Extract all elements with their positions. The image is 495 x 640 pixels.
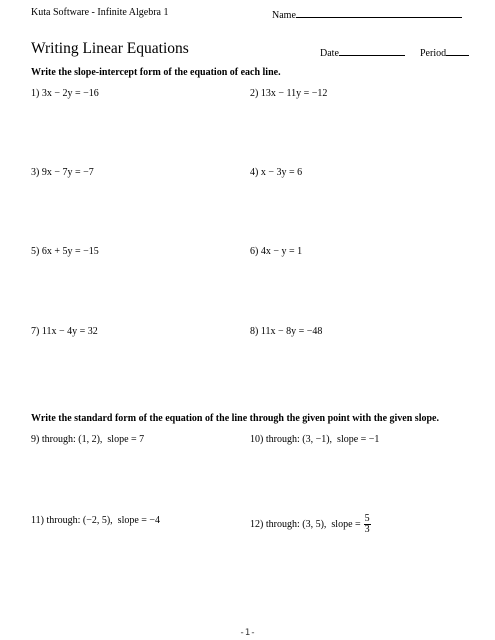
problem-number: 2) <box>250 88 259 99</box>
problem-number: 5) <box>31 246 40 257</box>
problem-number: 10) <box>250 434 264 445</box>
problem-8 <box>250 326 322 337</box>
through-label: through: <box>41 434 76 445</box>
problem-number: 12) <box>250 519 264 530</box>
problem-number: 1) <box>31 88 40 99</box>
fraction-denominator: 3 <box>364 524 370 535</box>
period-label: Period <box>420 48 447 59</box>
point: (−2, 5), <box>82 515 113 526</box>
problem-9 <box>31 434 144 445</box>
through-label: through: <box>265 519 300 530</box>
problem-equation: 11x − 8y = −48 <box>260 326 323 337</box>
problem-number: 7) <box>31 326 40 337</box>
problem-12 <box>250 514 371 535</box>
problem-number: 3) <box>31 167 40 178</box>
problem-equation: 13x − 11y = −12 <box>260 88 328 99</box>
fraction-numerator: 5 <box>364 513 370 524</box>
problem-number: 9) <box>31 434 40 445</box>
date-field[interactable] <box>320 45 405 59</box>
problem-7 <box>31 326 98 337</box>
period-field[interactable] <box>420 45 469 59</box>
problem-number: 11) <box>31 515 44 526</box>
slope-label: slope = <box>107 434 137 445</box>
through-label: through: <box>46 515 81 526</box>
date-blank[interactable] <box>339 45 405 56</box>
problem-equation: x − 3y = 6 <box>260 167 303 178</box>
problem-equation: 11x − 4y = 32 <box>41 326 98 337</box>
problem-equation: 6x + 5y = −15 <box>41 246 99 257</box>
problem-5 <box>31 246 99 257</box>
slope-label: slope = <box>117 515 147 526</box>
problem-10 <box>250 434 379 445</box>
slope-label: slope = <box>331 519 361 530</box>
problem-equation: 3x − 2y = −16 <box>41 88 99 99</box>
problem-number: 6) <box>250 246 259 257</box>
problem-11 <box>31 515 160 526</box>
page-number: -1- <box>239 628 256 638</box>
slope-fraction <box>364 514 371 535</box>
problem-equation: 9x − 7y = −7 <box>41 167 94 178</box>
problem-number: 4) <box>250 167 259 178</box>
problem-3 <box>31 167 94 178</box>
name-blank[interactable] <box>296 7 462 18</box>
point: (3, 5), <box>302 519 327 530</box>
page-title: Writing Linear Equations <box>31 40 189 57</box>
publisher-line: Kuta Software - Infinite Algebra 1 <box>31 7 169 18</box>
problem-6 <box>250 246 302 257</box>
section2-instruction: Write the standard form of the equation of the line through the given point with the given slope. <box>31 413 439 424</box>
problem-2 <box>250 88 327 99</box>
slope-value: 7 <box>139 434 145 445</box>
point: (1, 2), <box>78 434 103 445</box>
slope-value: −1 <box>368 434 380 445</box>
problem-equation: 4x − y = 1 <box>260 246 303 257</box>
section1-instruction: Write the slope-intercept form of the equation of each line. <box>31 67 281 78</box>
name-label: Name <box>272 10 296 21</box>
problem-number: 8) <box>250 326 259 337</box>
slope-value: −4 <box>149 515 161 526</box>
point: (3, −1), <box>302 434 333 445</box>
slope-label: slope = <box>337 434 367 445</box>
date-label: Date <box>320 48 339 59</box>
name-field[interactable] <box>272 7 462 21</box>
problem-1 <box>31 88 99 99</box>
period-blank[interactable] <box>446 45 469 56</box>
problem-4 <box>250 167 302 178</box>
through-label: through: <box>265 434 300 445</box>
